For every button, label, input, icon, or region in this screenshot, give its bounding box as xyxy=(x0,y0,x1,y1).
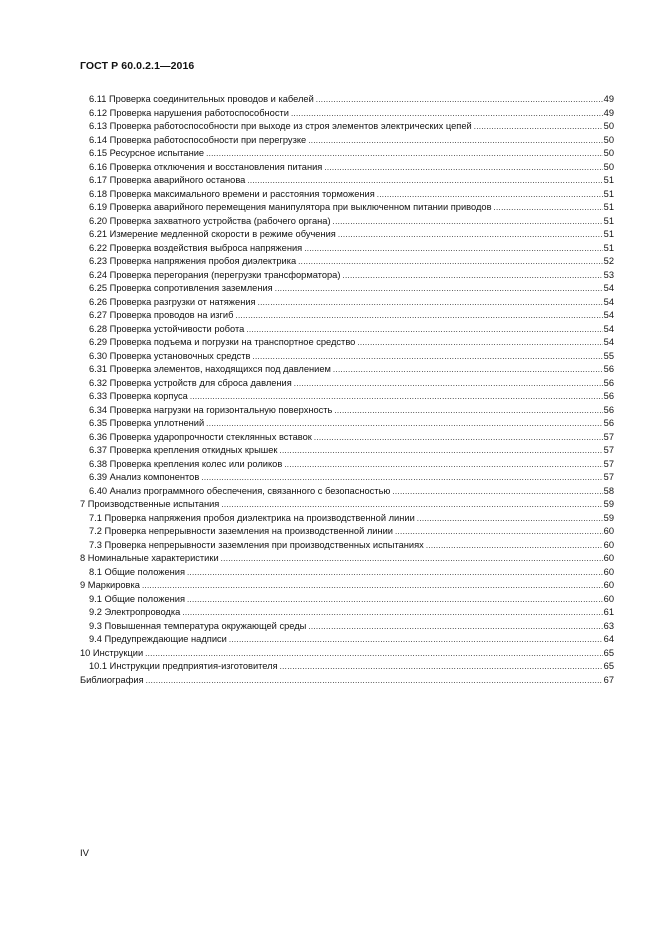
toc-dot-leader xyxy=(395,525,603,539)
toc-entry[interactable] xyxy=(80,390,614,404)
toc-entry-title: 8 Номинальные характеристики xyxy=(80,553,219,563)
toc-entry-title: 6.30 Проверка установочных средств xyxy=(89,350,251,361)
toc-entry[interactable] xyxy=(80,93,614,107)
toc-entry[interactable] xyxy=(80,215,614,229)
toc-entry[interactable] xyxy=(80,161,614,175)
toc-dot-leader xyxy=(235,309,602,323)
toc-dot-leader xyxy=(308,134,602,148)
toc-dot-leader xyxy=(316,93,603,107)
toc-entry[interactable] xyxy=(80,444,614,458)
toc-entry-title: Библиография xyxy=(80,674,144,685)
toc-dot-leader xyxy=(146,674,603,688)
toc-entry-title: 6.40 Анализ программного обеспечения, связанного с безопасностью xyxy=(89,485,391,496)
toc-entry-title: 9 Маркировка xyxy=(80,580,140,590)
toc-entry[interactable] xyxy=(80,417,614,431)
toc-entry[interactable] xyxy=(80,120,614,134)
toc-entry-page: 60 xyxy=(603,580,614,590)
toc-entry-title: 6.38 Проверка крепления колес или роликов xyxy=(89,458,283,469)
toc-entry-page: 60 xyxy=(603,553,614,563)
toc-entry-title: 7 Производственные испытания xyxy=(80,499,220,509)
toc-entry[interactable] xyxy=(80,269,614,283)
toc-entry-page: 57 xyxy=(603,472,614,482)
toc-entry-page: 51 xyxy=(603,215,614,226)
toc-dot-leader xyxy=(221,552,603,566)
toc-entry-page: 56 xyxy=(603,364,614,374)
toc-entry-title: 7.3 Проверка непрерывности заземления при производственных испытаниях xyxy=(89,539,424,550)
toc-entry-title: 6.22 Проверка воздействия выброса напряжения xyxy=(89,242,303,253)
toc-entry-page: 53 xyxy=(603,269,614,280)
toc-entry-title: 9.2 Электропроводка xyxy=(89,607,181,617)
toc-entry-page: 51 xyxy=(603,242,614,253)
toc-entry[interactable] xyxy=(80,404,614,418)
toc-dot-leader xyxy=(229,633,603,647)
toc-entry[interactable] xyxy=(80,336,614,350)
toc-dot-leader xyxy=(275,282,603,296)
toc-entry-title: 6.29 Проверка подъема и погрузки на транспортное средство xyxy=(89,337,356,347)
toc-dot-leader xyxy=(308,620,602,634)
toc-entry-title: 7.2 Проверка непрерывности заземления на производственной линии xyxy=(89,526,393,536)
toc-entry-title: 6.11 Проверка соединительных проводов и кабелей xyxy=(89,94,314,104)
toc-entry-title: 6.17 Проверка аварийного останова xyxy=(89,175,246,185)
toc-entry-page: 56 xyxy=(603,404,614,415)
toc-dot-leader xyxy=(201,471,602,485)
toc-entry[interactable] xyxy=(80,377,614,391)
toc-dot-leader xyxy=(221,498,602,512)
toc-entry[interactable] xyxy=(80,431,614,445)
toc-entry[interactable] xyxy=(80,174,614,188)
toc-entry[interactable] xyxy=(80,498,614,512)
toc-entry-title: 7.1 Проверка напряжения пробоя диэлектрика на производственной линии xyxy=(89,512,415,523)
toc-entry[interactable] xyxy=(80,485,614,499)
toc-entry-page: 51 xyxy=(603,202,614,212)
toc-entry-page: 57 xyxy=(603,458,614,469)
toc-entry-title: 8.1 Общие положения xyxy=(89,566,186,577)
toc-dot-leader xyxy=(206,417,602,431)
toc-entry[interactable] xyxy=(80,107,614,121)
page-number: IV xyxy=(80,848,89,859)
toc-entry[interactable] xyxy=(80,620,614,634)
toc-entry-page: 65 xyxy=(603,647,614,658)
toc-dot-leader xyxy=(258,296,603,310)
toc-entry-title: 6.25 Проверка сопротивления заземления xyxy=(89,283,273,293)
toc-dot-leader xyxy=(338,228,603,242)
toc-dot-leader xyxy=(304,242,602,256)
toc-entry-page: 56 xyxy=(603,418,614,428)
toc-dot-leader xyxy=(280,660,603,674)
toc-dot-leader xyxy=(334,404,602,418)
toc-entry[interactable] xyxy=(80,134,614,148)
toc-dot-leader xyxy=(142,579,603,593)
toc-entry[interactable] xyxy=(80,458,614,472)
toc-entry-title: 6.15 Ресурсное испытание xyxy=(89,148,205,158)
toc-entry-page: 51 xyxy=(603,229,614,239)
toc-entry[interactable] xyxy=(80,660,614,674)
toc-dot-leader xyxy=(417,512,603,526)
toc-entry[interactable] xyxy=(80,323,614,337)
toc-entry[interactable] xyxy=(80,228,614,242)
toc-entry[interactable] xyxy=(80,647,614,661)
toc-entry-title: 6.14 Проверка работоспособности при перегрузке xyxy=(89,134,307,145)
toc-entry-title: 6.31 Проверка элементов, находящихся под давлением xyxy=(89,364,331,374)
toc-dot-leader xyxy=(333,215,603,229)
toc-dot-leader xyxy=(187,593,603,607)
toc-dot-leader xyxy=(182,606,602,620)
toc-entry[interactable] xyxy=(80,255,614,269)
toc-entry[interactable] xyxy=(80,606,614,620)
toc-entry-page: 52 xyxy=(603,256,614,266)
toc-entry-title: 10.1 Инструкции предприятия-изготовителя xyxy=(89,661,278,671)
toc-entry-page: 67 xyxy=(603,674,614,685)
toc-entry-title: 6.34 Проверка нагрузки на горизонтальную поверхность xyxy=(89,404,333,415)
toc-entry[interactable] xyxy=(80,539,614,553)
toc-entry-title: 6.26 Проверка разгрузки от натяжения xyxy=(89,296,256,307)
toc-entry-page: 65 xyxy=(603,661,614,671)
toc-entry-page: 63 xyxy=(603,620,614,631)
toc-entry[interactable] xyxy=(80,188,614,202)
toc-entry-title: 6.32 Проверка устройств для сброса давления xyxy=(89,377,292,388)
toc-entry[interactable] xyxy=(80,296,614,310)
toc-entry[interactable] xyxy=(80,566,614,580)
toc-dot-leader xyxy=(252,350,602,364)
toc-entry[interactable] xyxy=(80,552,614,566)
toc-entry[interactable] xyxy=(80,201,614,215)
toc-entry-title: 6.39 Анализ компонентов xyxy=(89,472,200,482)
toc-entry[interactable] xyxy=(80,282,614,296)
toc-entry-page: 54 xyxy=(603,296,614,307)
toc-entry-page: 50 xyxy=(603,148,614,158)
toc-entry-title: 6.21 Измерение медленной скорости в режиме обучения xyxy=(89,229,336,239)
toc-entry-page: 51 xyxy=(603,188,614,199)
toc-entry[interactable] xyxy=(80,309,614,323)
toc-entry[interactable] xyxy=(80,350,614,364)
toc-entry-page: 54 xyxy=(603,310,614,320)
toc-dot-leader xyxy=(426,539,603,553)
toc-dot-leader xyxy=(291,107,603,121)
toc-entry-page: 61 xyxy=(603,607,614,617)
toc-entry[interactable] xyxy=(80,633,614,647)
document-header: ГОСТ Р 60.0.2.1—2016 xyxy=(80,60,195,72)
toc-entry-title: 6.37 Проверка крепления откидных крышек xyxy=(89,445,278,455)
toc-entry[interactable] xyxy=(80,147,614,161)
toc-dot-leader xyxy=(279,444,602,458)
toc-dot-leader xyxy=(187,566,603,580)
toc-dot-leader xyxy=(324,161,602,175)
toc-entry-title: 9.3 Повышенная температура окружающей среды xyxy=(89,620,307,631)
toc-entry-page: 55 xyxy=(603,350,614,361)
toc-entry[interactable] xyxy=(80,242,614,256)
toc-entry-page: 49 xyxy=(603,107,614,118)
toc-dot-leader xyxy=(333,363,603,377)
toc-entry-page: 50 xyxy=(603,161,614,172)
toc-entry-page: 60 xyxy=(603,539,614,550)
toc-dot-leader xyxy=(474,120,603,134)
toc-dot-leader xyxy=(294,377,603,391)
toc-dot-leader xyxy=(284,458,602,472)
toc-entry-title: 6.33 Проверка корпуса xyxy=(89,391,188,401)
toc-entry[interactable] xyxy=(80,674,614,688)
toc-dot-leader xyxy=(357,336,602,350)
toc-entry-title: 6.35 Проверка уплотнений xyxy=(89,418,205,428)
toc-entry-page: 59 xyxy=(603,499,614,509)
toc-entry-page: 54 xyxy=(603,283,614,293)
toc-entry-page: 57 xyxy=(603,445,614,455)
toc-entry-page: 59 xyxy=(603,512,614,523)
toc-entry-page: 58 xyxy=(603,485,614,496)
toc-entry[interactable] xyxy=(80,525,614,539)
toc-entry-page: 50 xyxy=(603,121,614,131)
table-of-contents xyxy=(80,93,614,687)
toc-entry-page: 56 xyxy=(603,377,614,388)
toc-dot-leader xyxy=(342,269,602,283)
toc-entry-title: 6.12 Проверка нарушения работоспособности xyxy=(89,107,289,118)
toc-dot-leader xyxy=(206,147,603,161)
toc-dot-leader xyxy=(494,201,603,215)
toc-entry-title: 6.19 Проверка аварийного перемещения манипулятора при выключенном питании приводов xyxy=(89,202,492,212)
toc-entry-page: 54 xyxy=(603,323,614,334)
toc-entry-title: 6.36 Проверка ударопрочности стеклянных вставок xyxy=(89,431,312,442)
toc-entry[interactable] xyxy=(80,512,614,526)
toc-entry-page: 60 xyxy=(603,526,614,536)
toc-entry[interactable] xyxy=(80,471,614,485)
toc-dot-leader xyxy=(298,255,603,269)
toc-dot-leader xyxy=(247,174,602,188)
toc-entry[interactable] xyxy=(80,363,614,377)
toc-dot-leader xyxy=(392,485,602,499)
toc-entry-title: 10 Инструкции xyxy=(80,647,144,658)
toc-entry-page: 64 xyxy=(603,634,614,644)
toc-dot-leader xyxy=(145,647,603,661)
toc-entry-page: 57 xyxy=(603,431,614,442)
toc-entry-page: 51 xyxy=(603,175,614,185)
toc-entry-title: 6.28 Проверка устойчивости робота xyxy=(89,323,245,334)
toc-entry-title: 9.4 Предупреждающие надписи xyxy=(89,634,227,644)
toc-entry-page: 56 xyxy=(603,391,614,401)
toc-entry-page: 54 xyxy=(603,337,614,347)
toc-entry-title: 6.23 Проверка напряжения пробоя диэлектрика xyxy=(89,256,297,266)
toc-entry-page: 50 xyxy=(603,134,614,145)
toc-entry-title: 9.1 Общие положения xyxy=(89,593,186,604)
toc-entry-title: 6.27 Проверка проводов на изгиб xyxy=(89,310,234,320)
toc-entry[interactable] xyxy=(80,579,614,593)
toc-dot-leader xyxy=(314,431,603,445)
toc-entry-title: 6.20 Проверка захватного устройства (рабочего органа) xyxy=(89,215,331,226)
toc-entry-title: 6.13 Проверка работоспособности при выходе из строя элементов электрических цепей xyxy=(89,121,472,131)
toc-entry-page: 60 xyxy=(603,593,614,604)
toc-entry-title: 6.16 Проверка отключения и восстановления питания xyxy=(89,161,323,172)
toc-entry-page: 60 xyxy=(603,566,614,577)
toc-dot-leader xyxy=(246,323,602,337)
toc-entry-title: 6.24 Проверка перегорания (перегрузки трансформатора) xyxy=(89,269,341,280)
toc-entry-title: 6.18 Проверка максимального времени и расстояния торможения xyxy=(89,188,375,199)
toc-entry[interactable] xyxy=(80,593,614,607)
toc-dot-leader xyxy=(377,188,603,202)
toc-entry-page: 49 xyxy=(603,94,614,104)
toc-dot-leader xyxy=(190,390,603,404)
